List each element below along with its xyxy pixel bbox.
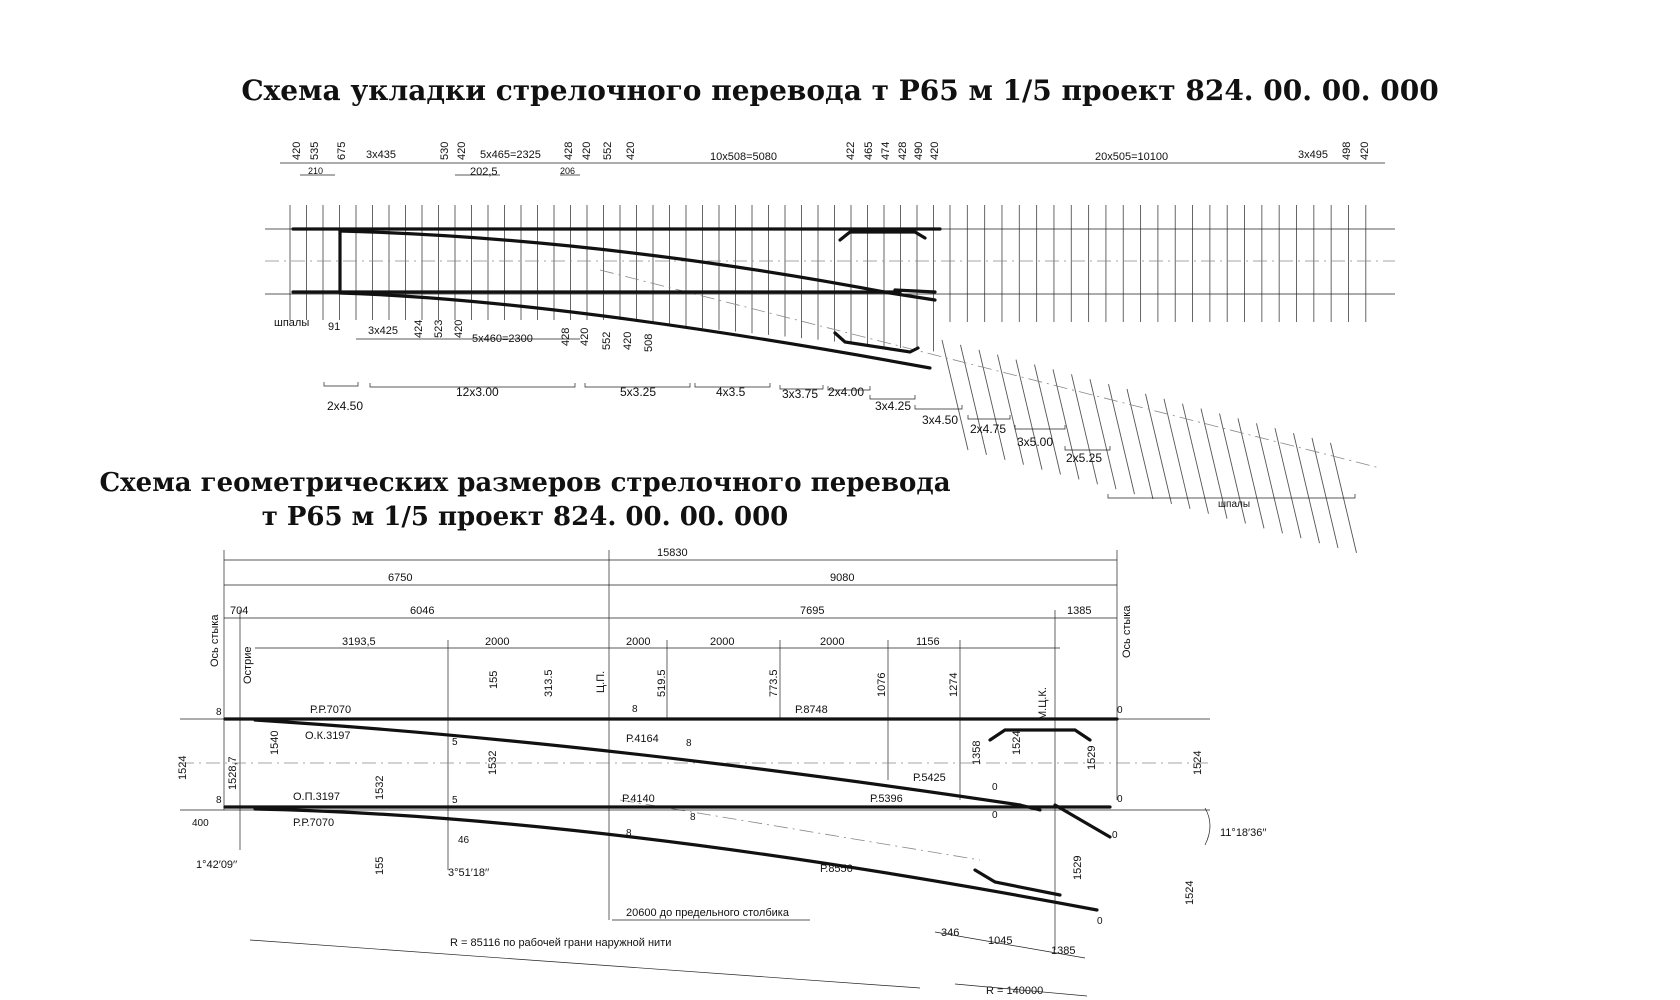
group-label: 12х3.00 [456,385,499,399]
dim-label: 675 [336,141,348,160]
small-label: 8 [690,812,696,823]
sleeper [1312,438,1338,548]
rail-label: Р.Р.7070 [293,817,335,829]
dim-6046: 6046 [410,605,435,617]
group-bracket [1108,494,1355,498]
dim-label: 535 [309,141,321,160]
rail-label: О.К.3197 [305,730,351,742]
small-label: 5 [452,737,458,748]
sleeper [1164,399,1190,509]
geometry-scheme [177,547,1266,997]
dim-label: 420 [929,141,941,160]
gauge-label: 1524 [1184,880,1196,905]
sleeper [1257,423,1283,533]
dim-9080: 9080 [830,572,855,584]
group-bracket [1015,425,1065,429]
dim-6750: 6750 [388,572,413,584]
ordinate-label: 519.5 [656,669,668,697]
dim-label: 523 [433,319,445,338]
small-label: 0 [992,782,998,793]
dim-label: 420 [579,327,591,346]
gauge-label: 1528,7 [227,756,239,790]
rail-label: Р.4164 [626,733,659,745]
dim-label: 498 [1341,141,1353,160]
gauge-label: 1532 [374,775,386,800]
dim-2000: 2000 [626,636,651,648]
ordinate-label: 1274 [948,672,960,697]
dim-label: 5х465=2325 [480,149,541,161]
dim-label: 3х495 [1298,149,1328,161]
dim-label: 552 [601,331,613,350]
sleeper [961,345,987,455]
dim-1385: 1385 [1067,605,1092,617]
dim-label: шпалы [274,317,310,329]
sleeper [1072,374,1098,484]
dim-2000: 2000 [820,636,845,648]
sleeper [1238,418,1264,528]
gauge-label: 1524 [177,755,189,780]
radius2-note: R = 140000 [986,985,1044,997]
gauge-label: 1529 [1086,745,1098,770]
dim-label: 210 [308,166,324,176]
dim-label: 508 [643,333,655,352]
diverging-axis [600,270,1380,468]
guard-rail-top [990,730,1090,740]
rail-label: Р.8556 [820,863,853,875]
dim-label: 202,5 [470,166,498,178]
gauge-label: 1524 [1011,730,1023,755]
small-label: 400 [192,818,209,829]
small-label: 8 [626,828,632,839]
small-label: 46 [458,835,470,846]
ordinate-label: 155 [488,670,500,689]
gauge-label: 1358 [971,740,983,765]
axis-joint-right-label: Ось стыка [1121,605,1133,658]
sleeper [1090,379,1116,489]
dim-label: 3х435 [366,149,396,161]
dim-label: 5х460=2300 [472,333,533,345]
rail-label: Р.Р.7070 [310,704,352,716]
ordinate-label: 1076 [876,672,888,697]
sleeper [1183,404,1209,514]
point-label: Острие [242,646,254,684]
sleeper [979,350,1005,460]
dim-label: 530 [439,141,451,160]
group-label: 2х5.25 [1066,451,1103,465]
dim-label: 428 [897,141,909,160]
guard-rail-bottom [835,333,918,352]
dim-label: 465 [863,141,875,160]
layout-scheme [265,142,1395,553]
group-label: 3х4.25 [875,399,912,413]
small-label: 5 [452,795,458,806]
dim-label: 420 [453,319,465,338]
dim-label: 420 [1359,141,1371,160]
geometry-title-line2: т Р65 м 1/5 проект 824. 00. 00. 000 [261,502,789,532]
dim-label: 422 [845,141,857,160]
frog-point [895,290,935,292]
switch-rail-curve [340,231,890,293]
mck-label: М.Ц.К. [1037,687,1049,720]
small-label: 8 [686,738,692,749]
dim-2000: 2000 [485,636,510,648]
notes [250,907,1087,997]
dim-2000: 2000 [710,636,735,648]
dim-label: 420 [291,141,303,160]
group-label: 2х4.75 [970,422,1007,436]
group-bracket [968,415,1010,419]
rail-label: Р.5425 [913,772,946,784]
dim-3193: 3193,5 [342,636,376,648]
angle-label: 3°51′18′′ [448,867,490,879]
limit-post-note: 20600 до предельного столбика [626,907,789,919]
layout-scheme-title: Схема укладки стрелочного перевода т Р65 м 1/5 проект 824. 00. 00. 000 [241,74,1439,107]
dim-label: 428 [563,141,575,160]
angle-label: 1°42′09′′ [196,859,238,871]
dim-346: 346 [941,927,960,939]
guard-rail-top [840,232,925,240]
top-dim-labels [291,142,1371,178]
dim-15830: 15830 [657,547,688,559]
dim-label: 10х508=5080 [710,151,777,163]
small-label: 8 [216,707,222,718]
dim-label: 552 [602,141,614,160]
group-label: 3х4.50 [922,413,959,427]
gauge-label: 1524 [1192,750,1204,775]
dim-label: 424 [413,319,425,338]
geometry-title-line1: Схема геометрических размеров стрелочного перевода [99,468,951,498]
group-label: 4х3.5 [716,385,746,399]
dim-label: 474 [880,141,892,160]
dim-1156: 1156 [916,636,940,648]
dim-label: 420 [625,141,637,160]
gauge-label: 1540 [269,730,281,755]
overall-dims [224,547,1117,648]
sleeper [1016,360,1042,470]
dim-704: 704 [230,605,249,617]
sleeper [1109,384,1135,494]
group-bracket [915,405,962,409]
group-label: 5х3.25 [620,385,657,399]
group-label: 2х4.00 [828,385,865,399]
rail-label: Р.5396 [870,793,903,805]
small-label: 8 [632,704,638,715]
dim-label: 490 [913,141,925,160]
dim-1045: 1045 [988,935,1013,947]
sleeper [1127,389,1153,499]
small-label: 0 [1117,705,1123,716]
dim-7695: 7695 [800,605,825,617]
sleeper [1146,394,1172,504]
group-label: 3х5.00 [1017,435,1054,449]
dim-label: 91 [328,321,341,333]
dim-label: 3х425 [368,325,398,337]
gauge-label: 1529 [1072,855,1084,880]
dim-label: 428 [560,327,572,346]
ordinate-label: 313.5 [543,669,555,697]
group-bracket [324,382,358,386]
rail-label: Р.8748 [795,704,828,716]
small-label: 0 [1112,830,1118,841]
cp-label: Ц.П. [595,670,607,693]
small-label: 8 [216,795,222,806]
group-label: 2х4.50 [327,399,364,413]
gauge-label: 155 [374,856,386,875]
sleeper [942,340,968,450]
small-label: 0 [1117,794,1123,805]
diverging-sleepers [942,340,1357,553]
bottom-dim-labels [274,317,655,352]
dim-label: 20х505=10100 [1095,151,1169,163]
group-label: шпалы [1218,499,1251,510]
angle-arc [1205,808,1210,845]
rail-label: Р.4140 [622,793,655,805]
radius1-note: R = 85116 по рабочей грани наружной нити [450,937,672,949]
dim-label: 420 [581,141,593,160]
ordinate-label: 773.5 [768,669,780,697]
dim-1385b: 1385 [1051,945,1076,957]
group-label: 3х3.75 [782,387,819,401]
gauge-label: 1532 [487,750,499,775]
small-label: 0 [992,810,998,821]
sleeper-groups [324,382,1355,510]
vertical-labels [209,605,1133,720]
straight-sleepers [290,205,1366,351]
axis-joint-left-label: Ось стыка [209,614,221,667]
small-label: 0 [1097,916,1103,927]
rail-label: О.П.3197 [293,791,341,803]
dim-label: 420 [622,331,634,350]
diverge-axis [620,800,980,860]
dim-label: 206 [560,166,576,176]
dim-label: 420 [456,141,468,160]
angle-label: 11°18′36′′ [1220,827,1267,839]
diverging-rail-outer [340,293,930,368]
